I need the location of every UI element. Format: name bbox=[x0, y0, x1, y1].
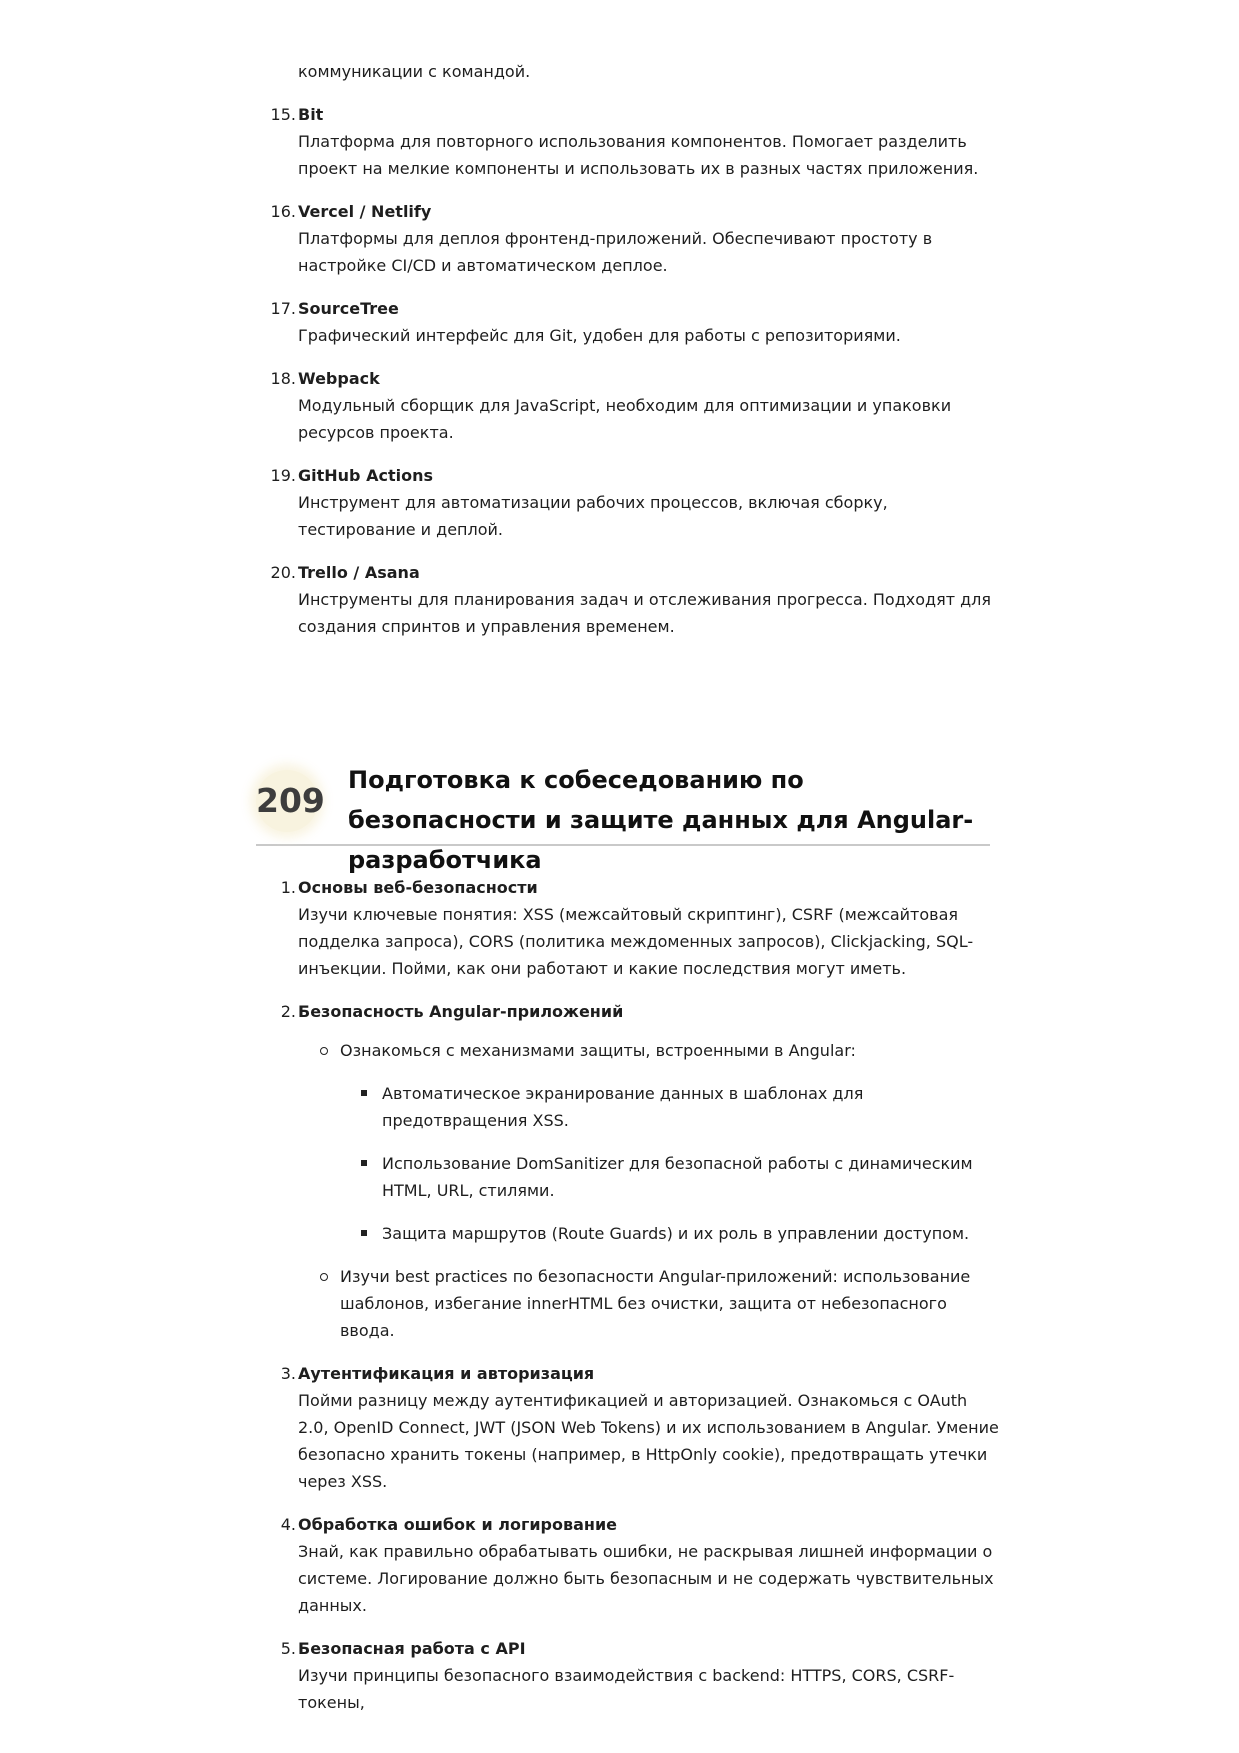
square-bullet-icon bbox=[361, 1160, 367, 1166]
section-header bbox=[256, 760, 990, 874]
sublist-item bbox=[298, 1263, 1000, 1344]
item-title: GitHub Actions bbox=[298, 466, 433, 485]
item-description: Платформы для деплоя фронтенд-приложений. Обеспечивают простоту в настройке CI/CD и автоматическом деплое. bbox=[298, 229, 933, 275]
item-title: Vercel / Netlify bbox=[298, 202, 432, 221]
circle-bullet-icon bbox=[320, 1273, 328, 1281]
item-title: Безопасность Angular-приложений bbox=[298, 1002, 624, 1021]
list-item bbox=[270, 559, 1000, 640]
item-title: Основы веб-безопасности bbox=[298, 878, 538, 897]
item-description: Пойми разницу между аутентификацией и авторизацией. Ознакомься с OAuth 2.0, OpenID Connect, JWT (JSON Web Tokens) и их использованием в Angular. Умение безопасно хранить токены (например, в HttpOnly cookie), предотвращать утечки через XSS. bbox=[298, 1391, 999, 1491]
security-topics-list bbox=[270, 874, 1000, 1732]
sublist-text: Изучи best practices по безопасности Angular-приложений: использование шаблонов, избегание innerHTML без очистки, защита от небезопасного ввода. bbox=[340, 1267, 971, 1340]
item-number: 1. bbox=[280, 878, 296, 897]
list-item bbox=[270, 101, 1000, 182]
tools-list bbox=[270, 101, 1000, 656]
item-number: 15. bbox=[270, 105, 296, 124]
item-description: Изучи принципы безопасного взаимодействия с backend: HTTPS, CORS, CSRF-токены, bbox=[298, 1666, 955, 1712]
item-title: SourceTree bbox=[298, 299, 399, 318]
continuation-text: коммуникации с командой. bbox=[298, 62, 531, 81]
sublist-text: Ознакомься с механизмами защиты, встроенными в Angular: bbox=[340, 1041, 856, 1060]
item-description: Инструмент для автоматизации рабочих процессов, включая сборку, тестирование и деплой. bbox=[298, 493, 888, 539]
square-bullet-icon bbox=[361, 1230, 367, 1236]
list-item bbox=[270, 198, 1000, 279]
list-item bbox=[270, 1511, 1000, 1619]
item-title: Обработка ошибок и логирование bbox=[298, 1515, 618, 1534]
circle-bullet-icon bbox=[320, 1047, 328, 1055]
item-number: 4. bbox=[280, 1515, 296, 1534]
item-title: Аутентификация и авторизация bbox=[298, 1364, 595, 1383]
item-title: Bit bbox=[298, 105, 324, 124]
item-number: 18. bbox=[270, 369, 296, 388]
nested-text: Защита маршрутов (Route Guards) и их роль в управлении доступом. bbox=[382, 1224, 970, 1243]
section-number-badge: 209 bbox=[256, 770, 318, 832]
item-title: Безопасная работа с API bbox=[298, 1639, 526, 1658]
item-number: 2. bbox=[280, 1002, 296, 1021]
item-number: 16. bbox=[270, 202, 296, 221]
item-description: Модульный сборщик для JavaScript, необходим для оптимизации и упаковки ресурсов проекта. bbox=[298, 396, 952, 442]
nested-item bbox=[340, 1150, 1000, 1204]
item-description: Знай, как правильно обрабатывать ошибки, не раскрывая лишней информации о системе. Логирование должно быть безопасным и не содержать чувствительных данных. bbox=[298, 1542, 994, 1615]
item-number: 17. bbox=[270, 299, 296, 318]
list-item bbox=[270, 365, 1000, 446]
square-bullet-icon bbox=[361, 1090, 367, 1096]
list-item bbox=[270, 1635, 1000, 1716]
item-number: 3. bbox=[280, 1364, 296, 1383]
item-title: Webpack bbox=[298, 369, 380, 388]
item-description: Изучи ключевые понятия: XSS (межсайтовый скриптинг), CSRF (межсайтовая подделка запроса), CORS (политика междоменных запросов), Clickjacking, SQL-инъекции. Пойми, как они работают и какие последствия могут иметь. bbox=[298, 905, 974, 978]
list-item bbox=[270, 998, 1000, 1344]
list-item bbox=[270, 1360, 1000, 1495]
sublist-item bbox=[298, 1037, 1000, 1247]
list-item bbox=[270, 295, 1000, 349]
item-number: 5. bbox=[280, 1639, 296, 1658]
item-number: 19. bbox=[270, 466, 296, 485]
nested-sublist bbox=[340, 1080, 1000, 1247]
nested-item bbox=[340, 1220, 1000, 1247]
sublist bbox=[298, 1037, 1000, 1344]
item-description: Графический интерфейс для Git, удобен для работы с репозиториями. bbox=[298, 326, 901, 345]
nested-item bbox=[340, 1080, 1000, 1134]
nested-text: Использование DomSanitizer для безопасной работы с динамическим HTML, URL, стилями. bbox=[382, 1154, 973, 1200]
list-item bbox=[270, 462, 1000, 543]
item-title: Trello / Asana bbox=[298, 563, 420, 582]
item-description: Инструменты для планирования задач и отслеживания прогресса. Подходят для создания спринтов и управления временем. bbox=[298, 590, 992, 636]
item-number: 20. bbox=[270, 563, 296, 582]
list-item bbox=[270, 874, 1000, 982]
nested-text: Автоматическое экранирование данных в шаблонах для предотвращения XSS. bbox=[382, 1084, 864, 1130]
item-description: Платформа для повторного использования компонентов. Помогает разделить проект на мелкие компоненты и использовать их в разных частях приложения. bbox=[298, 132, 979, 178]
section-title: Подготовка к собеседованию по безопасности и защите данных для Angular-разработчика bbox=[348, 766, 974, 874]
